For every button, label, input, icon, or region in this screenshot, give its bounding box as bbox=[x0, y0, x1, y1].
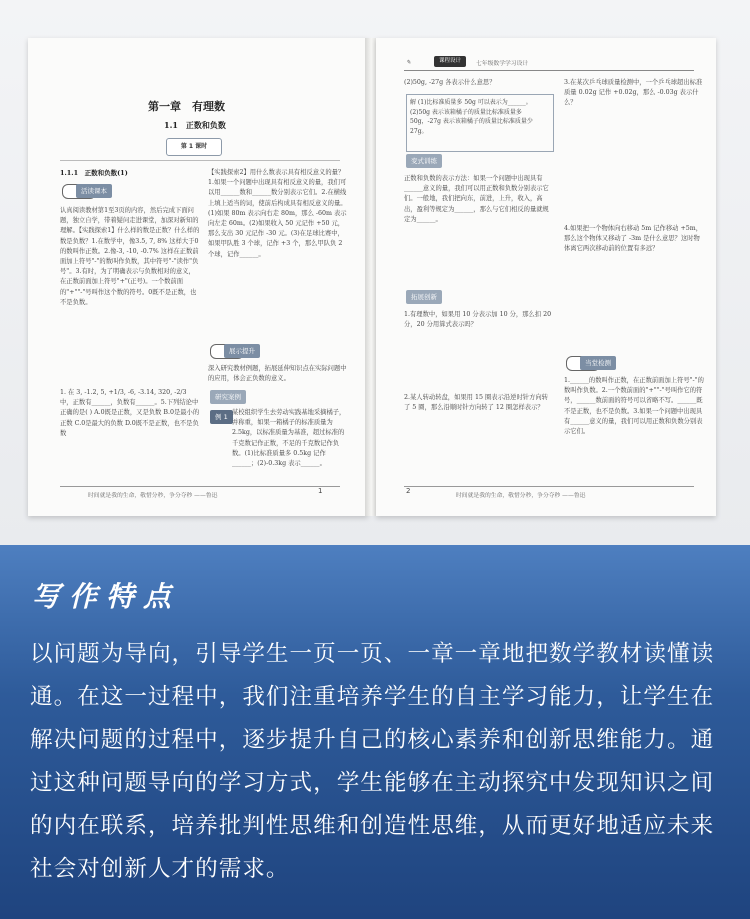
tag-review: 变式训练 bbox=[406, 154, 442, 168]
left-page-number: 1 bbox=[318, 487, 323, 495]
left-footer: 时间就是我的生命，敬惜分秒，争分夺秒 ——鲁迅 bbox=[88, 493, 218, 499]
footer-rule bbox=[60, 486, 340, 487]
divider bbox=[60, 160, 340, 161]
tag-summary: 当堂检测 bbox=[580, 356, 616, 370]
sub-heading: 1.1.1 正数和负数(1) bbox=[60, 169, 128, 177]
tag-extend: 拓展创新 bbox=[406, 290, 442, 304]
open-book bbox=[18, 30, 730, 517]
question-3: 3.在某次乒乓球质量检测中，一个乒乓球超出标准质量 0.02g 记作 +0.02g，那么 -0.03g 表示什么？ bbox=[564, 79, 703, 107]
chapter-heading: 第一章 有理数 bbox=[148, 100, 225, 113]
lesson-badge: 第 1 课时 bbox=[166, 138, 222, 156]
question-2: (2)50g, -27g 各表示什么意思？ bbox=[404, 79, 496, 86]
feature-panel bbox=[0, 545, 750, 919]
solution-box: 解 (1)比标准质量多 50g 可以表示为______。(2)50g 表示该箱橘子的质量比标准质量多 50g，-27g 表示该箱橘子的质量比标准质量少 27g。 bbox=[406, 94, 554, 152]
section-heading: 1.1 正数和负数 bbox=[164, 120, 226, 130]
feature-body: 以问题为导向，引导学生一页一页、一章一章地把数学教材读懂读通。在这一过程中，我们注重培养学生的自主学习能力，让学生在解决问题的过程中，逐步提升自己的核心素养和创新思维能力。通过这种问题导向的学习方式，学生能够在主动探究中发现知识之间的内在联系，培养批判性思维和创造性思维，从而更好地适应未来社会对创新人才的需求。 bbox=[30, 641, 715, 882]
right-footer: 时间就是我的生命，敬惜分秒，争分夺秒 ——鲁迅 bbox=[456, 493, 586, 499]
right-footer-rule bbox=[404, 486, 694, 487]
right-column-text: 【实践探索2】用什么数表示具有相反意义的量？1.如果一个问题中出现具有相反意义的量，我们可以用______数和______数分别表示它们。2.在横线上填上适当的词，使前后构成具有相反意义的量。(1)如果 80m 表示向右走 80m，那么 -60m 表示向左走 60m。(2)如果收入 50 元记作 +50 元，那么支出 30 元记作 -30 元。(3)在足球比赛中，如果甲队胜 3 个球，记作 +3 个，那么甲队负 2 个球，记作______。 bbox=[208, 169, 347, 258]
extend-q1: 1.有理数中，如果用 10 分表示加 10 分，那么扣 20 分，20 分用算式表示吗？ bbox=[404, 311, 552, 329]
review-text: 正数和负数的表示方法：如果一个问题中出现具有______意义的量，我们可以用正数和负数分别表示它们。一般地，我们把向东，前进，上升，收入，高出，盈利等规定为______，那么与它们相反的量就规定为______。 bbox=[404, 175, 549, 223]
extend-q2: 2.某人转动转盘，如果用 15 圈表示沿逆时针方向转了 5 圈，那么沿顺时针方向转了 12 圈怎样表示？ bbox=[404, 394, 548, 412]
right-page bbox=[376, 38, 716, 516]
left-column-text: 认真阅读教材第1至3页的内容，然后完成下面问题，独立自学，带着疑问走进课堂，加深对新知的理解。【实践探索1】什么样的数是正数？什么样的数是负数？1.在数学中，像3.5, 7, 8% 这样大于0的数叫作正数。2.像-3, -10, -0.7% 这样在正数前面加上符号"-"的数叫作负数，其中符号"-"读作"负号"。3.有时，为了明确表示与负数相对的意义，在正数前面加上符号"+"(正号)。一个数前面的"+""-"号叫作这个数的符号。0既不是正数，也不是负数。 bbox=[60, 207, 200, 306]
tag-practice: 展示提升 bbox=[224, 344, 260, 358]
right-page-number: 2 bbox=[406, 487, 411, 495]
left-page bbox=[28, 38, 368, 516]
right-logo-mark: ✎ bbox=[406, 60, 411, 66]
question-4: 4.如果把一个物体向右移动 5m 记作移动 +5m，那么这个物体又移动了 -3m 是什么意思？这时物体离它两次移动前的位置有多远？ bbox=[564, 225, 702, 253]
practice-text: 深入研究教材例题，拓展延伸知识点在实际问题中的应用，体会正负数的意义。 bbox=[208, 365, 347, 383]
left-column-exercise: 1. 在 3, -1.2, 5, +1/3, -6, -3.14, 320, -2/3 中，正数有______，负数有______。5.下列结论中正确的是( ) A.0既是正数，又是负数 B.0是最小的正数 C.0是最大的负数 D.0既不是正数，也不是负数 bbox=[60, 389, 200, 437]
header-badge: 课程设计 bbox=[434, 56, 466, 67]
case-label: 例 1 bbox=[210, 410, 233, 424]
header-rule bbox=[404, 70, 694, 71]
feature-title: 写作特点 bbox=[32, 580, 181, 613]
tag-preview: 活读课本 bbox=[76, 184, 112, 198]
right-header: 七年级数学学习设计 bbox=[476, 61, 529, 67]
tag-case: 研究案例 bbox=[210, 390, 246, 404]
summary-text: 1.______的数叫作正数，在正数前面加上符号"-"的数叫作负数。2.一个数前面的"+""-"号叫作它的符号，______数前面的符号可以省略不写。______既不是正数，也不是负数。3.如果一个问题中出现具有______意义的量，我们可以用正数和负数分别表示它们。 bbox=[564, 377, 704, 436]
case-text: 某校组织学生去劳动实践基地采摘橘子，并称重，如果一箱橘子的标准质量为 2.5kg，以标准质量为基准，超过标准的千克数记作正数，不足的千克数记作负数。(1)比标准质量多 0.5kg 记作______；(2)-0.3kg 表示______。 bbox=[232, 409, 346, 468]
